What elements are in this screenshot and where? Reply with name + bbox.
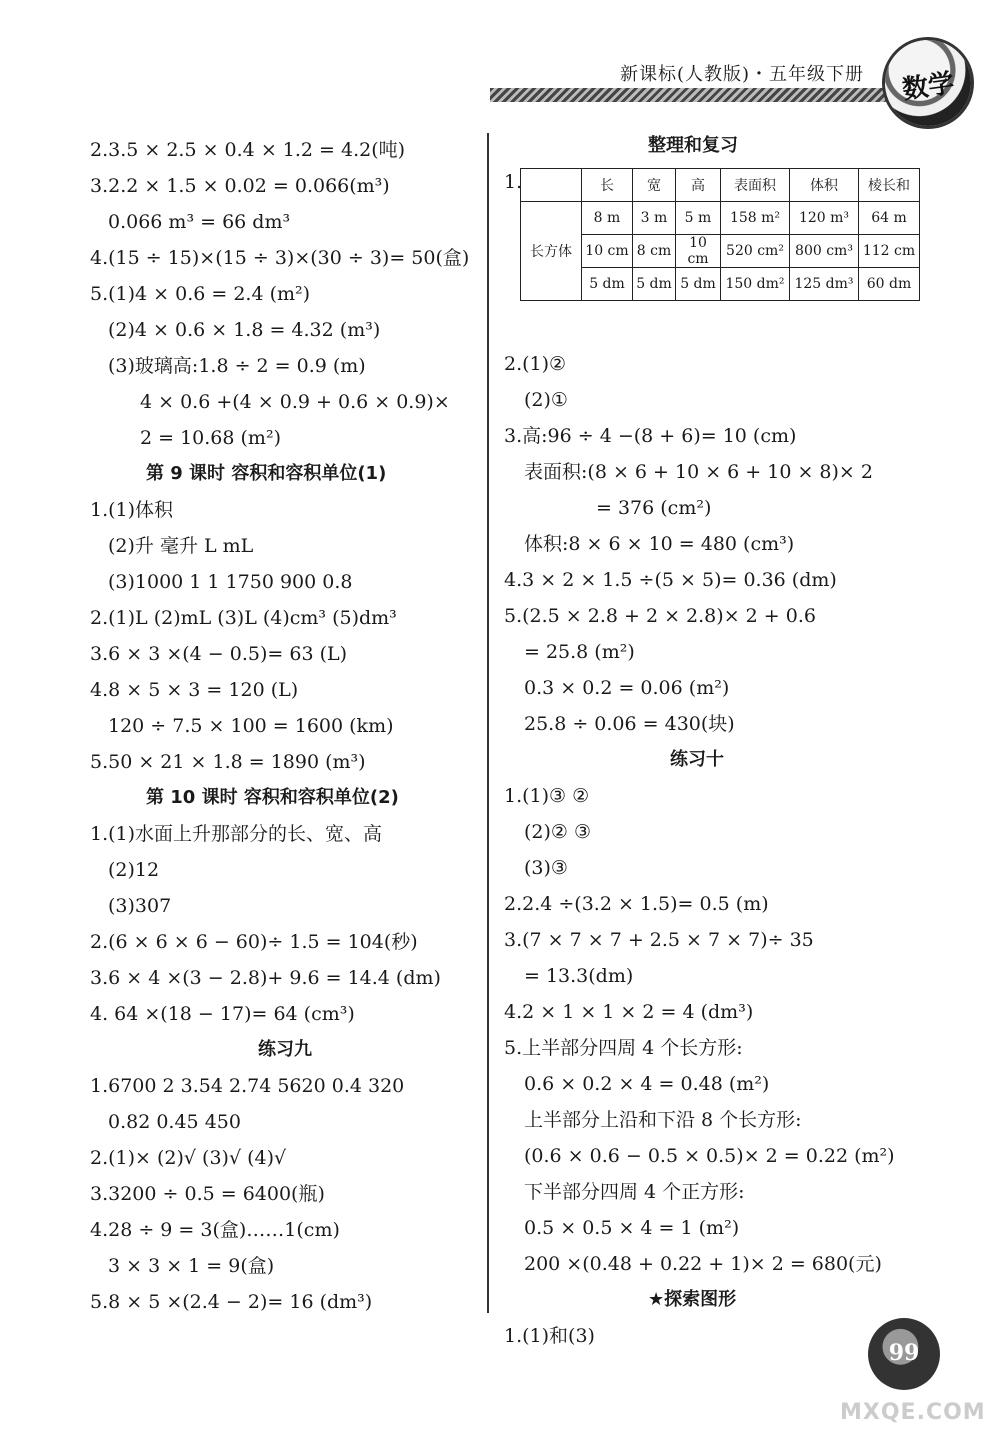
section-heading: 整理和复习 [648, 135, 738, 156]
page-number-badge [868, 1318, 940, 1390]
answer-line: 0.5 × 0.5 × 4 = 1 (m²) [524, 1217, 740, 1239]
watermark: MXQE.COM [840, 1400, 986, 1425]
answer-line: 5.(1)4 × 0.6 = 2.4 (m²) [90, 283, 311, 305]
answer-line: = 13.3(dm) [524, 965, 634, 987]
section-heading: ★探索图形 [648, 1289, 737, 1310]
answer-line: 3.高:96 ÷ 4 −(8 + 6)= 10 (cm) [504, 425, 797, 447]
answer-line: 2.2.4 ÷(3.2 × 1.5)= 0.5 (m) [504, 893, 769, 915]
table-cell: 8 m [582, 202, 633, 235]
subject-badge-label: 数学 [900, 68, 957, 106]
section-heading: 练习九 [258, 1039, 312, 1060]
table-cell: 10 cm [676, 235, 721, 268]
column-divider [487, 133, 489, 1313]
answer-line: 2.3.5 × 2.5 × 0.4 × 1.2 = 4.2(吨) [90, 139, 406, 161]
answer-line: (3)玻璃高:1.8 ÷ 2 = 0.9 (m) [108, 355, 366, 377]
table-header-cell: 长 [582, 169, 633, 202]
cuboid-table [520, 168, 920, 301]
answer-line: 1.6700 2 3.54 2.74 5620 0.4 320 [90, 1075, 405, 1097]
answer-line: 4.2 × 1 × 1 × 2 = 4 (dm³) [504, 1001, 754, 1023]
table-row [521, 202, 920, 235]
answer-line: 4 × 0.6 +(4 × 0.9 + 0.6 × 0.9)× [140, 391, 450, 413]
answer-line: 0.6 × 0.2 × 4 = 0.48 (m²) [524, 1073, 770, 1095]
table-cell: 120 m³ [790, 202, 859, 235]
table-cell: 5 dm [582, 268, 633, 301]
answer-line: 4.28 ÷ 9 = 3(盒)……1(cm) [90, 1219, 340, 1241]
table-header-cell: 棱长和 [859, 169, 920, 202]
table-cell: 5 m [676, 202, 721, 235]
answer-line: 表面积:(8 × 6 + 10 × 6 + 10 × 8)× 2 [524, 461, 873, 483]
answer-line: 2.(6 × 6 × 6 − 60)÷ 1.5 = 104(秒) [90, 931, 418, 953]
answer-line: 1. [504, 171, 523, 193]
table-corner-cell [521, 169, 582, 202]
answer-line: 2.(1)② [504, 353, 567, 375]
table-cell: 5 dm [633, 268, 676, 301]
answer-line: 4.(15 ÷ 15)×(15 ÷ 3)×(30 ÷ 3)= 50(盒) [90, 247, 470, 269]
subject-badge [885, 40, 971, 126]
table-row-label: 长方体 [521, 202, 582, 301]
answer-line: 3 × 3 × 1 = 9(盒) [108, 1255, 275, 1277]
table-cell: 5 dm [676, 268, 721, 301]
answer-line: 3.3200 ÷ 0.5 = 6400(瓶) [90, 1183, 325, 1205]
answer-line: 1.(1)体积 [90, 499, 174, 521]
section-heading: 第 9 课时 容积和容积单位(1) [146, 463, 387, 484]
answer-line: 120 ÷ 7.5 × 100 = 1600 (km) [108, 715, 394, 737]
answer-line: 5.8 × 5 ×(2.4 − 2)= 16 (dm³) [90, 1291, 373, 1313]
answer-line: (2)12 [108, 859, 160, 881]
answer-line: (0.6 × 0.6 − 0.5 × 0.5)× 2 = 0.22 (m²) [524, 1145, 895, 1167]
answer-line: 4. 64 ×(18 − 17)= 64 (cm³) [90, 1003, 355, 1025]
table-cell: 520 cm² [721, 235, 790, 268]
answer-line: 2.(1)× (2)√ (3)√ (4)√ [90, 1147, 287, 1169]
table-cell: 125 dm³ [790, 268, 859, 301]
answer-line: 0.066 m³ = 66 dm³ [108, 211, 291, 233]
answer-line: 0.3 × 0.2 = 0.06 (m²) [524, 677, 730, 699]
table-header-cell: 表面积 [721, 169, 790, 202]
answer-line: 5.(2.5 × 2.8 + 2 × 2.8)× 2 + 0.6 [504, 605, 816, 627]
section-heading: 练习十 [670, 749, 724, 770]
answer-line: (3)307 [108, 895, 172, 917]
answer-line: 2.(1)L (2)mL (3)L (4)cm³ (5)dm³ [90, 607, 397, 629]
answer-line: (3)③ [524, 857, 568, 879]
answer-line: (2)升 毫升 L mL [108, 535, 254, 557]
answer-line: 4.3 × 2 × 1.5 ÷(5 × 5)= 0.36 (dm) [504, 569, 837, 591]
answer-line: 下半部分四周 4 个正方形: [524, 1181, 745, 1203]
table-cell: 8 cm [633, 235, 676, 268]
table-cell: 64 m [859, 202, 920, 235]
answer-line: 1.(1)水面上升那部分的长、宽、高 [90, 823, 383, 845]
table-header-row [521, 169, 920, 202]
table-cell: 3 m [633, 202, 676, 235]
answer-line: 3.(7 × 7 × 7 + 2.5 × 7 × 7)÷ 35 [504, 929, 814, 951]
header-decor-bar [490, 88, 890, 102]
answer-line: 5.50 × 21 × 1.8 = 1890 (m³) [90, 751, 366, 773]
answer-line: 1.(1)③ ② [504, 785, 590, 807]
answer-line: 5.上半部分四周 4 个长方形: [504, 1037, 743, 1059]
table-header-cell: 宽 [633, 169, 676, 202]
table-cell: 112 cm [859, 235, 920, 268]
answer-line: 200 ×(0.48 + 0.22 + 1)× 2 = 680(元) [524, 1253, 882, 1275]
answer-line: 1.(1)和(3) [504, 1325, 595, 1347]
table-header-cell: 高 [676, 169, 721, 202]
section-heading: 第 10 课时 容积和容积单位(2) [146, 787, 399, 808]
answer-line: 0.82 0.45 450 [108, 1111, 241, 1133]
answer-line: (2)② ③ [524, 821, 592, 843]
table-header-cell: 体积 [790, 169, 859, 202]
table-cell: 150 dm² [721, 268, 790, 301]
answer-line: (2)4 × 0.6 × 1.8 = 4.32 (m³) [108, 319, 381, 341]
answer-line: (2)① [524, 389, 568, 411]
answer-line: 25.8 ÷ 0.06 = 430(块) [524, 713, 735, 735]
answer-line: 上半部分上沿和下沿 8 个长方形: [524, 1109, 802, 1131]
answer-line: 3.2.2 × 1.5 × 0.02 = 0.066(m³) [90, 175, 390, 197]
answer-line: (3)1000 1 1 1750 900 0.8 [108, 571, 353, 593]
book-title: 新课标(人教版)・五年级下册 [620, 64, 865, 85]
table-cell: 800 cm³ [790, 235, 859, 268]
table-cell: 158 m² [721, 202, 790, 235]
answer-line: 2 = 10.68 (m²) [140, 427, 281, 449]
answer-line: 4.8 × 5 × 3 = 120 (L) [90, 679, 299, 701]
page-number: 99 [888, 1340, 920, 1366]
answer-line: 体积:8 × 6 × 10 = 480 (cm³) [524, 533, 795, 555]
answer-line: = 376 (cm²) [596, 497, 712, 519]
table-cell: 10 cm [582, 235, 633, 268]
answer-line: 3.6 × 4 ×(3 − 2.8)+ 9.6 = 14.4 (dm) [90, 967, 441, 989]
table-cell: 60 dm [859, 268, 920, 301]
answer-line: 3.6 × 3 ×(4 − 0.5)= 63 (L) [90, 643, 348, 665]
answer-line: = 25.8 (m²) [524, 641, 635, 663]
